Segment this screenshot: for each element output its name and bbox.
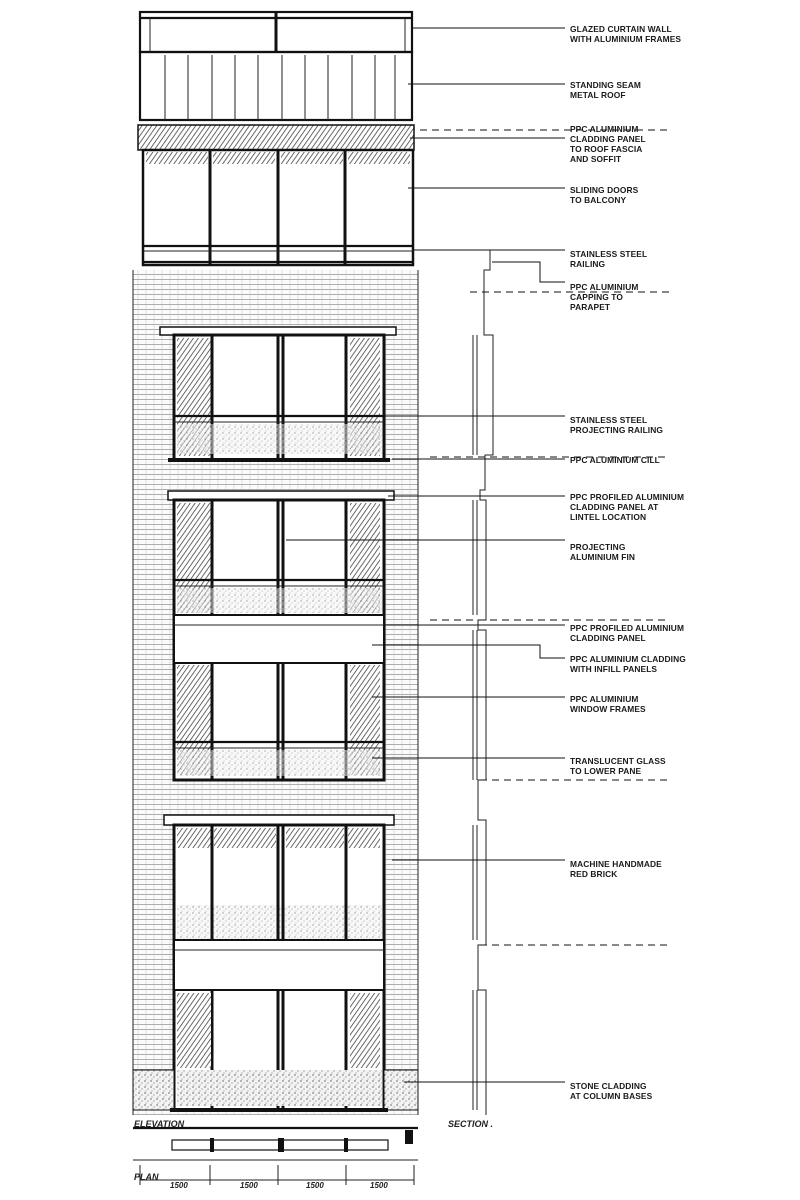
standing-seam-roof (140, 52, 412, 120)
caption-section: SECTION . (448, 1119, 494, 1129)
label-capping-parapet: PPC ALUMINIUM CAPPING TO PARAPET (570, 282, 639, 312)
plan-dimension: 1500 (240, 1181, 258, 1190)
window-bay-1 (160, 327, 396, 462)
label-window-frames: PPC ALUMINIUM WINDOW FRAMES (570, 694, 646, 714)
section-strip (473, 250, 493, 1115)
label-red-brick: MACHINE HANDMADE RED BRICK (570, 859, 662, 879)
curtain-wall (140, 12, 412, 52)
label-cladding-infill: PPC ALUMINIUM CLADDING WITH INFILL PANELS (570, 654, 686, 674)
label-translucent-glass: TRANSLUCENT GLASS TO LOWER PANE (570, 756, 666, 776)
caption-elevation: ELEVATION (134, 1119, 185, 1129)
window-bay-3 (133, 815, 418, 1112)
fascia-panel (138, 125, 414, 150)
label-stainless-railing: STAINLESS STEEL RAILING (570, 249, 648, 269)
label-cladding-fascia: PPC ALUMINIUM CLADDING PANEL TO ROOF FASCIA AND SOFFIT (570, 124, 646, 164)
label-sliding-doors: SLIDING DOORS TO BALCONY (570, 185, 639, 205)
label-projecting-railing: STAINLESS STEEL PROJECTING RAILING (570, 415, 664, 435)
label-projecting-fin: PROJECTING ALUMINIUM FIN (570, 542, 636, 562)
plan-strip (133, 1128, 418, 1185)
plan-dimension: 1500 (370, 1181, 388, 1190)
label-aluminium-cill: PPC ALUMINIUM CILL (570, 455, 660, 465)
window-bay-2 (168, 491, 394, 780)
label-profiled-cladding: PPC PROFILED ALUMINIUM CLADDING PANEL (570, 623, 685, 643)
plan-dimension: 1500 (170, 1181, 188, 1190)
label-profiled-cladding-lintel: PPC PROFILED ALUMINIUM CLADDING PANEL AT LINTEL LOCATION (570, 492, 685, 522)
label-glazed-curtain-wall: GLAZED CURTAIN WALL WITH ALUMINIUM FRAMES (570, 24, 682, 44)
caption-plan: PLAN (134, 1172, 159, 1182)
label-standing-seam-roof: STANDING SEAM METAL ROOF (570, 80, 641, 100)
plan-dimension: 1500 (306, 1181, 324, 1190)
sliding-doors (143, 150, 413, 265)
label-stone-cladding: STONE CLADDING AT COLUMN BASES (570, 1081, 653, 1101)
